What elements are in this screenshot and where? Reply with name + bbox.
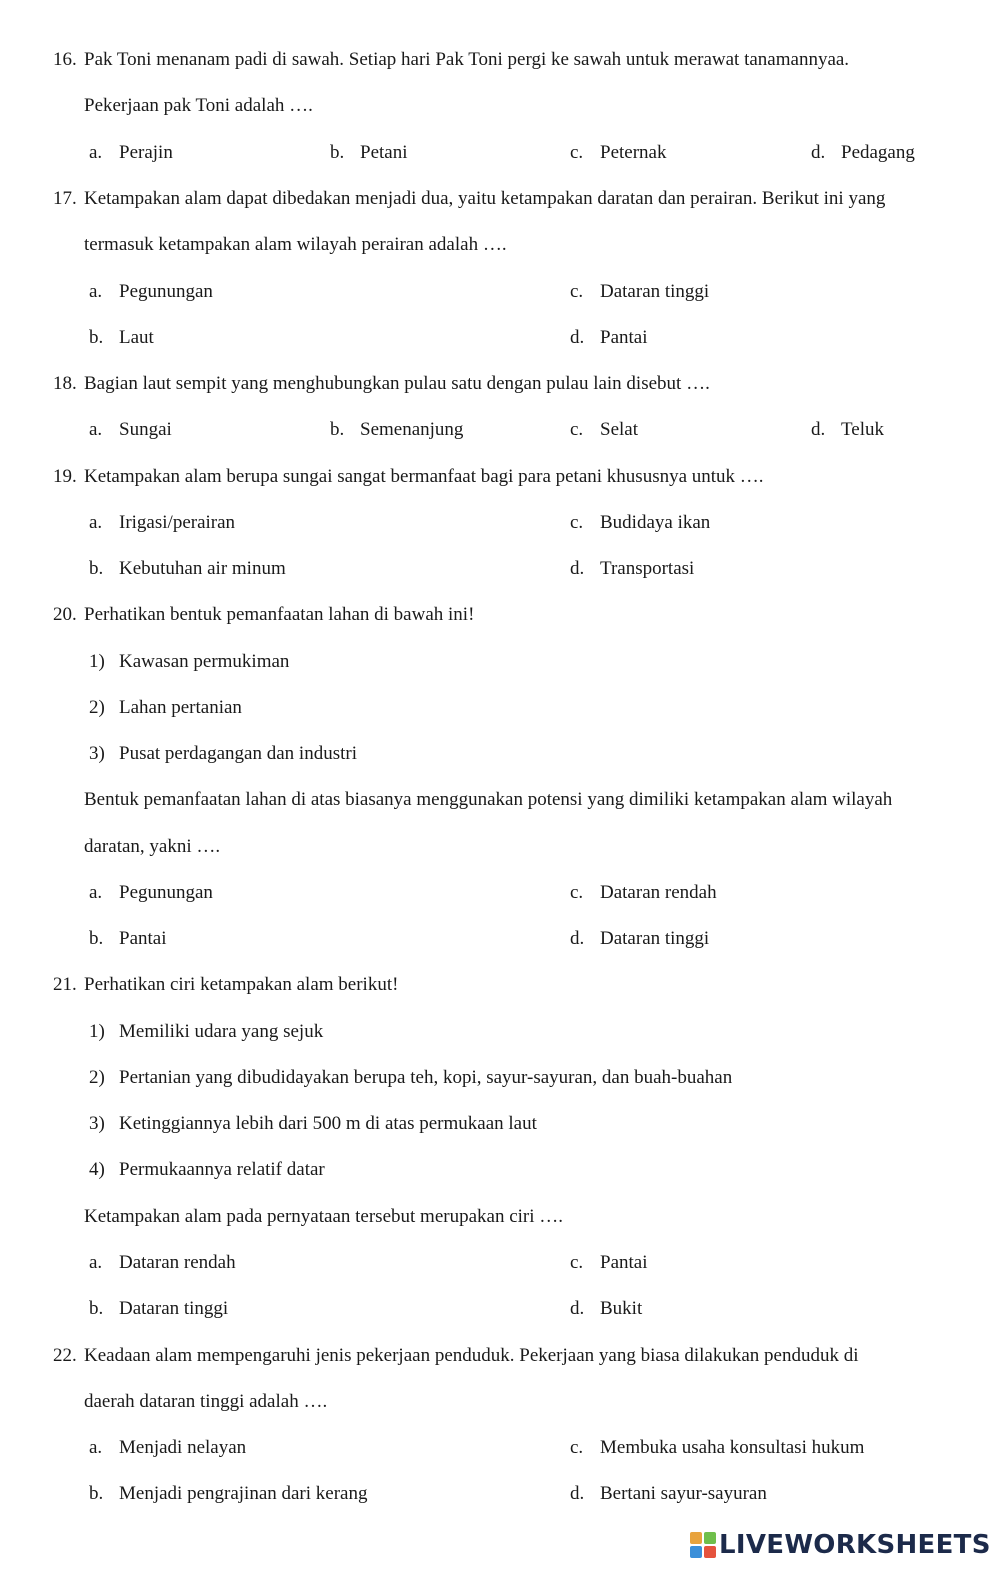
option-text[interactable]: Dataran tinggi [600,281,710,302]
option-text[interactable]: Sungai [119,419,172,440]
question-text: Perhatikan ciri ketampakan alam berikut! [84,974,399,995]
item-text: Memiliki udara yang sejuk [119,1021,324,1042]
option-text[interactable]: Dataran rendah [600,882,717,903]
option-text[interactable]: Pedagang [841,142,915,163]
option-text[interactable]: Semenanjung [360,419,464,440]
question-text: Keadaan alam mempengaruhi jenis pekerjaan penduduk. Pekerjaan yang biasa dilakukan penduduk di [84,1345,859,1366]
option-letter: b. [89,928,104,949]
item-text: Permukaannya relatif datar [119,1159,325,1180]
option-text[interactable]: Transportasi [600,558,695,579]
option-letter: b. [89,327,104,348]
option-text[interactable]: Petani [360,142,408,163]
option-letter: a. [89,419,103,440]
option-letter: a. [89,142,103,163]
option-text[interactable]: Budidaya ikan [600,512,711,533]
item-label: 2) [89,697,105,718]
logo-square [704,1546,716,1558]
item-label: 1) [89,651,105,672]
question-text: termasuk ketampakan alam wilayah perairan adalah …. [84,234,507,255]
option-text[interactable]: Pegunungan [119,281,213,302]
option-letter: a. [89,512,103,533]
question-number: 21. [53,974,77,995]
option-letter: d. [570,1298,585,1319]
option-letter: c. [570,281,584,302]
item-text: Kawasan permukiman [119,651,290,672]
option-letter: d. [811,419,826,440]
option-text[interactable]: Dataran rendah [119,1252,236,1273]
liveworksheets-branding[interactable] [690,1530,991,1560]
option-letter: a. [89,882,103,903]
option-letter: c. [570,882,584,903]
option-text[interactable]: Dataran tinggi [600,928,710,949]
option-text[interactable]: Menjadi pengrajinan dari kerang [119,1483,368,1504]
option-text[interactable]: Bertani sayur-sayuran [600,1483,767,1504]
option-letter: c. [570,1437,584,1458]
option-text[interactable]: Selat [600,419,638,440]
item-label: 3) [89,1113,105,1134]
option-letter: c. [570,512,584,533]
question-number: 22. [53,1345,77,1366]
logo-square [690,1546,702,1558]
question-text: Pekerjaan pak Toni adalah …. [84,95,313,116]
option-text[interactable]: Kebutuhan air minum [119,558,286,579]
option-text[interactable]: Bukit [600,1298,643,1319]
option-letter: a. [89,1252,103,1273]
option-text[interactable]: Teluk [841,419,884,440]
option-letter: b. [89,558,104,579]
option-letter: c. [570,142,584,163]
option-text[interactable]: Dataran tinggi [119,1298,229,1319]
question-number: 20. [53,604,77,625]
option-text[interactable]: Pantai [600,327,648,348]
option-letter: b. [89,1298,104,1319]
question-text: Ketampakan alam dapat dibedakan menjadi dua, yaitu ketampakan daratan dan perairan. Berikut ini yang [84,188,886,209]
question-text: daratan, yakni …. [84,836,221,857]
option-text[interactable]: Irigasi/perairan [119,512,236,533]
question-number: 17. [53,188,77,209]
option-letter: b. [89,1483,104,1504]
option-letter: a. [89,1437,103,1458]
option-letter: c. [570,419,584,440]
option-letter: c. [570,1252,584,1273]
option-text[interactable]: Pantai [119,928,167,949]
option-letter: b. [330,142,345,163]
option-text[interactable]: Pegunungan [119,882,213,903]
question-number: 18. [53,373,77,394]
item-label: 3) [89,743,105,764]
option-letter: b. [330,419,345,440]
option-letter: a. [89,281,103,302]
item-label: 4) [89,1159,105,1180]
question-number: 19. [53,466,77,487]
logo-square [690,1532,702,1544]
question-text: daerah dataran tinggi adalah …. [84,1391,328,1412]
liveworksheets-logo-icon [690,1532,716,1558]
item-label: 2) [89,1067,105,1088]
option-text[interactable]: Peternak [600,142,667,163]
question-text: Ketampakan alam pada pernyataan tersebut merupakan ciri …. [84,1206,564,1227]
question-number: 16. [53,49,77,70]
option-letter: d. [570,1483,585,1504]
question-text: Bentuk pemanfaatan lahan di atas biasanya menggunakan potensi yang dimiliki ketampakan alam wilayah [84,789,893,810]
item-text: Ketinggiannya lebih dari 500 m di atas permukaan laut [119,1113,537,1134]
question-text: Ketampakan alam berupa sungai sangat bermanfaat bagi para petani khususnya untuk …. [84,466,764,487]
item-text: Pertanian yang dibudidayakan berupa teh, kopi, sayur-sayuran, dan buah-buahan [119,1067,733,1088]
item-label: 1) [89,1021,105,1042]
option-text[interactable]: Pantai [600,1252,648,1273]
option-text[interactable]: Perajin [119,142,173,163]
option-text[interactable]: Menjadi nelayan [119,1437,247,1458]
option-letter: d. [570,928,585,949]
item-text: Pusat perdagangan dan industri [119,743,357,764]
item-text: Lahan pertanian [119,697,242,718]
question-text: Perhatikan bentuk pemanfaatan lahan di bawah ini! [84,604,475,625]
option-text[interactable]: Laut [119,327,154,348]
option-letter: d. [811,142,826,163]
option-letter: d. [570,327,585,348]
option-letter: d. [570,558,585,579]
logo-square [704,1532,716,1544]
brand-name: LIVEWORKSHEETS [719,1530,991,1560]
question-text: Bagian laut sempit yang menghubungkan pulau satu dengan pulau lain disebut …. [84,373,710,394]
question-text: Pak Toni menanam padi di sawah. Setiap hari Pak Toni pergi ke sawah untuk merawat tanamannyaa. [84,49,850,70]
option-text[interactable]: Membuka usaha konsultasi hukum [600,1437,865,1458]
